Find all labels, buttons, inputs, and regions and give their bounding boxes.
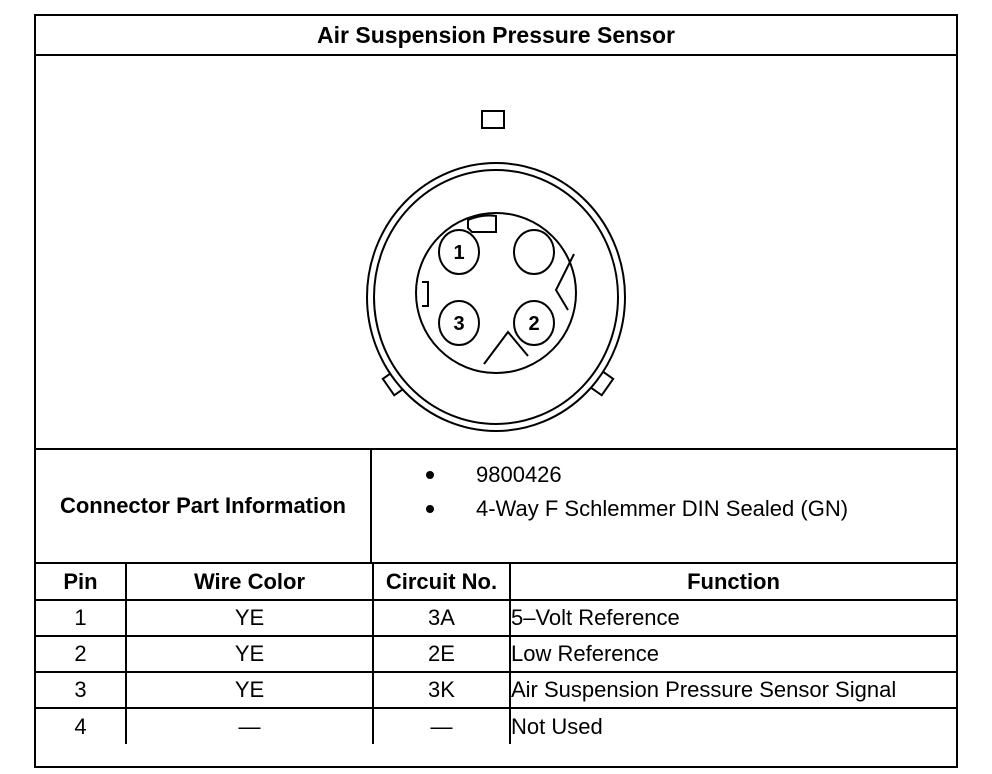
column-header-function: Function (510, 564, 956, 600)
table-row (36, 600, 956, 636)
info-item-text: 4-Way F Schlemmer DIN Sealed (GN) (476, 496, 849, 521)
outer-shell (367, 163, 625, 431)
cell-pin: 4 (36, 708, 126, 744)
cell-wire-color: YE (126, 600, 373, 636)
column-header-circuit-no: Circuit No. (373, 564, 510, 600)
cell-wire-color: — (126, 708, 373, 744)
info-item-text: 9800426 (476, 462, 562, 487)
cell-circuit-no: 3A (373, 600, 510, 636)
column-header-wire-color: Wire Color (126, 564, 373, 600)
table-header-row (36, 564, 956, 600)
pin-number-3: 3 (453, 313, 465, 335)
cell-function: 5–Volt Reference (510, 600, 956, 636)
table-row (36, 672, 956, 708)
cell-wire-color: YE (126, 672, 373, 708)
pinout-table (36, 564, 956, 744)
connector-face-drawing (36, 56, 956, 450)
cell-pin: 2 (36, 636, 126, 672)
cell-circuit-no: 2E (373, 636, 510, 672)
pin-number-2: 2 (528, 313, 540, 335)
cell-pin: 1 (36, 600, 126, 636)
bullet-icon (426, 505, 434, 513)
table-row (36, 708, 956, 744)
cell-pin: 3 (36, 672, 126, 708)
cell-function: Low Reference (510, 636, 956, 672)
top-key-tab (482, 111, 504, 128)
connector-diagram (36, 56, 956, 450)
cell-circuit-no: — (373, 708, 510, 744)
pin-number-1: 1 (453, 242, 465, 264)
bullet-icon (426, 471, 434, 479)
connector-part-info (36, 450, 956, 564)
cell-wire-color: YE (126, 636, 373, 672)
column-header-pin: Pin (36, 564, 126, 600)
cell-circuit-no: 3K (373, 672, 510, 708)
info-label: Connector Part Information (36, 450, 372, 562)
cell-function: Not Used (510, 708, 956, 744)
connector-sheet (34, 14, 958, 768)
cell-function: Air Suspension Pressure Sensor Signal (510, 672, 956, 708)
table-row (36, 636, 956, 672)
info-item-description (372, 492, 952, 526)
sheet-title: Air Suspension Pressure Sensor (36, 16, 956, 56)
info-list (372, 450, 956, 562)
info-item-part-number (372, 458, 952, 492)
